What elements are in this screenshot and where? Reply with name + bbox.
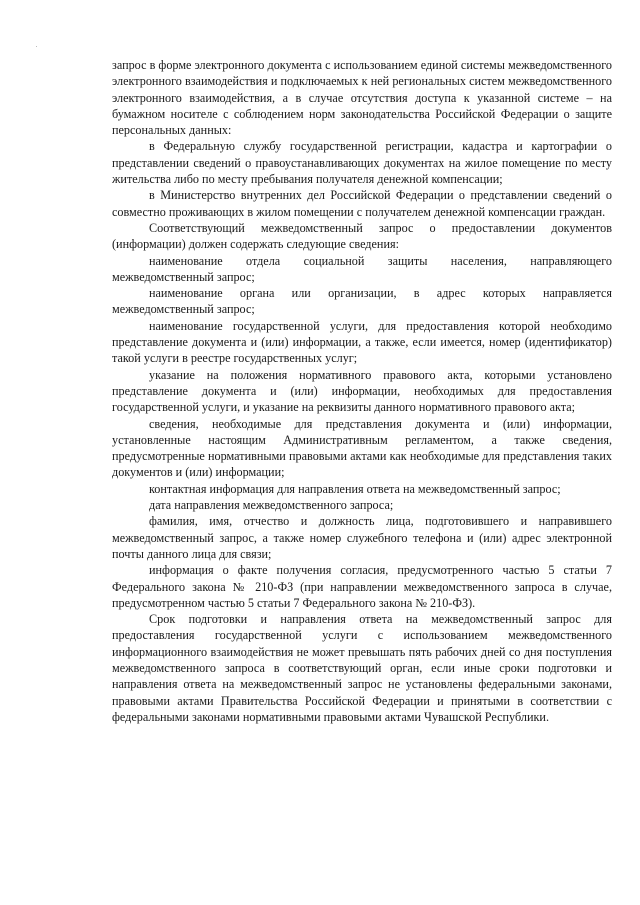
list-item: фамилия, имя, отчество и должность лица, подготовившего и направившего межведомственный запрос, а также номер служебного телефона и (или) адрес электронной почты данного лица для связи; — [112, 514, 612, 561]
list-item: указание на положения нормативного правового акта, которыми установлено представление документа и (или) информации, необходимых для предоставления государственной услуги, и указание на реквизиты данного нормативного правового акта; — [112, 367, 612, 415]
document-page — [112, 57, 612, 725]
paragraph-deadline: Срок подготовки и направления ответа на межведомственный запрос для предоставления государственной услуги с использованием межведомственного информационного взаимодействия не может превышать пять рабочих дней со дня поступления межведомственного запроса в соответствующий орган, если иные сроки подготовки и направления ответа на межведомственный запрос не установлены федеральными законами, правовыми актами Правительства Российской Федерации и принятыми в соответствии с федеральными законами нормативными правовыми актами Чувашской Республики. — [112, 612, 612, 724]
list-item: сведения, необходимые для представления документа и (или) информации, установленные настоящим Административным регламентом, а также сведения, предусмотренные нормативными правовыми актами как необходимые для представления таких документов и (или) информации; — [112, 416, 612, 480]
list-item: дата направления межведомственного запроса; — [149, 498, 394, 513]
paragraph-rosreestr: в Федеральную службу государственной регистрации, кадастра и картографии о представлении сведений о правоустанавливающих документах на жилое помещение по месту жительства либо по месту пребывания получателя денежной компенсации; — [112, 139, 612, 187]
list-item: контактная информация для направления ответа на межведомственный запрос; — [149, 481, 561, 496]
list-item: информация о факте получения согласия, предусмотренного частью 5 статьи 7 Федерального закона № 210-ФЗ (при направлении межведомственного запроса в случае, предусмотренном частью 5 статьи 7 Федерального закона № 210-ФЗ). — [112, 563, 612, 610]
scan-speck — [36, 46, 37, 47]
paragraph-mvd: в Министерство внутренних дел Российской Федерации о представлении сведений о совместно проживающих в жилом помещении с получателем денежной компенсации граждан. — [112, 188, 612, 219]
list-item: наименование органа или организации, в адрес которых направляется межведомственный запрос; — [112, 286, 612, 317]
list-item: наименование отдела социальной защиты населения, направляющего межведомственный запрос; — [112, 253, 612, 284]
paragraph-request-contents: Соответствующий межведомственный запрос о предоставлении документов (информации) должен содержать следующие сведения: — [112, 220, 612, 252]
paragraph-intro: запрос в форме электронного документа с использованием единой системы межведомственного электронного взаимодействия и подключаемых к ней региональных систем межведомственного электронного взаимодействия, а в случае отсутствия доступа к указанной системе – на бумажном носителе с соблюдением норм законодательства Российской Федерации о защите персональных данных: — [112, 58, 612, 138]
list-item: наименование государственной услуги, для предоставления которой необходимо представление документа и (или) информации, а также, если имеется, номер (идентификатор) такой услуги в реестре государственных услуг; — [112, 318, 612, 366]
